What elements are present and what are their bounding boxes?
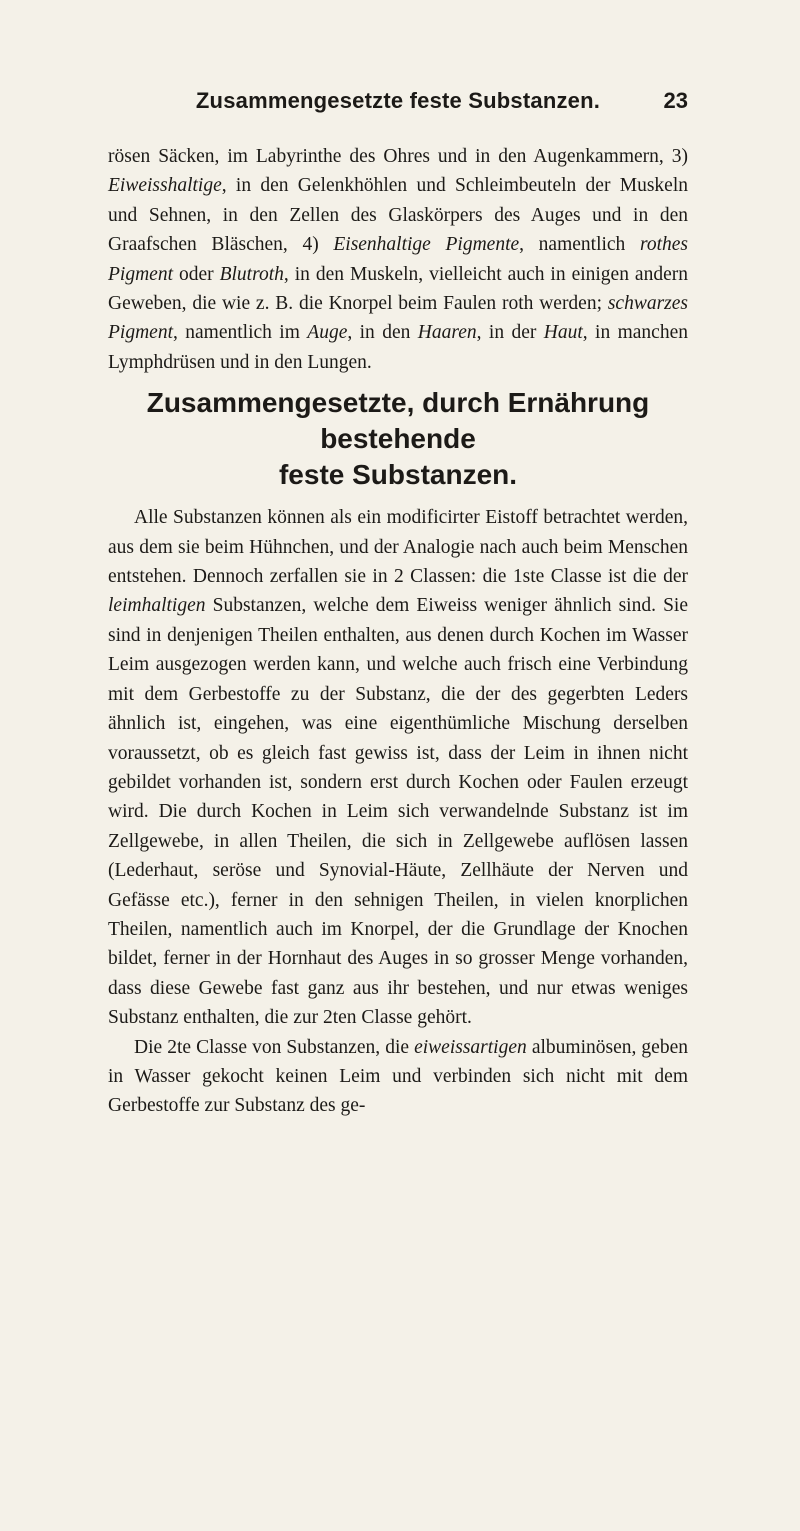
text-run: Alle Substanzen können als ein modificirter Eistoff betrachtet werden, aus dem sie beim Hühnchen, und der Analogie nach auch beim Menschen entstehen. Dennoch zerfallen sie in 2 Classen: die 1ste Classe ist die der (108, 507, 688, 588)
section-heading-line-1: Zusammengesetzte, durch Ernährung bestehende (146, 387, 650, 455)
page-title: Zusammengesetzte feste Substanzen. (195, 88, 601, 113)
italic-term: Eiweisshaltige (108, 175, 222, 197)
text-run: , in den Muskeln, vielleicht auch in einigen andern Geweben, die wie z. B. die Knorpel beim Faulen roth werden; (108, 263, 688, 315)
text-run: , in der (476, 322, 544, 344)
section-heading (108, 385, 688, 493)
italic-term: Blutroth (219, 263, 284, 285)
text-run: , namentlich im (172, 322, 308, 344)
page-number: 23 (663, 88, 688, 113)
italic-term: eiweissartigen (414, 1036, 527, 1058)
italic-term: schwarzes Pigment (108, 293, 688, 344)
text-run: , namentlich (519, 234, 640, 256)
running-header (108, 88, 688, 128)
text-run: albuminösen, geben in Wasser gekocht keinen Leim und verbinden sich nicht mit dem Gerbestoffe zur Substanz des ge- (108, 1036, 688, 1117)
text-run: rösen Säcken, im Labyrinthe des Ohres und in den Augenkammern, 3) (108, 146, 688, 167)
italic-term: Auge (307, 322, 348, 344)
text-run: , in den (347, 322, 418, 344)
italic-term: rothes Pigment (108, 234, 689, 285)
text-run: oder (172, 263, 220, 285)
paragraph-pigments (108, 142, 688, 377)
italic-term: Eisenhaltige Pigmente (333, 234, 520, 256)
paragraph-classes (108, 503, 688, 1032)
italic-term: Haut (543, 322, 583, 344)
italic-term: leimhaltigen (108, 595, 206, 617)
paragraph-second-class (108, 1033, 688, 1121)
text-run: Substanzen, welche dem Eiweiss weniger ähnlich sind. Sie sind in denjenigen Theilen enthalten, aus denen durch Kochen im Wasser Leim ausgezogen werden kann, und welche auch frisch eine Verbindung mit dem Gerbestoffe zu der Substanz, die der des gegerbten Leders ähnlich ist, eingehen, was eine eigenthümliche Mischung derselben voraussetzt, ob es gleich fast gewiss ist, dass der Leim in ihnen nicht gebildet vorhanden ist, sondern erst durch Kochen oder Faulen erzeugt wird. Die durch Kochen in Leim sich verwandelnde Substanz ist im Zellgewebe, in allen Theilen, die sich in Zellgewebe auflösen lassen (Lederhaut, seröse und Synovial-Häute, Zellhäute der Nerven und Gefässe etc.), ferner in den sehnigen Theilen, in vielen knorplichen Theilen, namentlich auch im Knorpel, der die Grundlage der Knochen bildet, ferner in der Hornhaut des Auges in so grosser Menge vorhanden, dass diese Gewebe fast ganz aus ihr bestehen, und nur etwas weniges Substanz enthalten, die zur 2ten Classe gehört. (108, 595, 688, 1029)
text-run: , in manchen Lymphdrüsen und in den Lungen. (108, 322, 688, 373)
italic-term: Haaren (417, 322, 477, 344)
text-run: , in den Gelenkhöhlen und Schleimbeuteln der Muskeln und Sehnen, in den Zellen des Glaskörpers des Auges und in den Graafschen Bläschen, 4) (108, 175, 688, 256)
section-heading-line-2: feste Substanzen. (278, 459, 518, 491)
text-run: Die 2te Classe von Substanzen, die (134, 1036, 415, 1058)
